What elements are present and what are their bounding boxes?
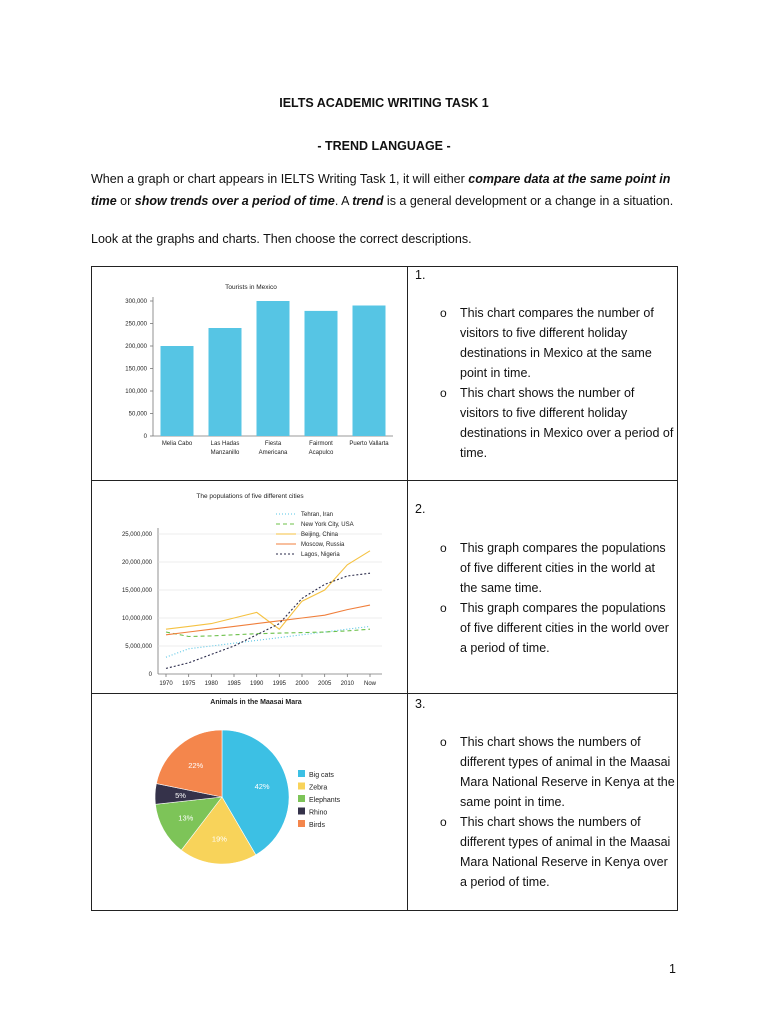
table-row-divider [91, 480, 678, 481]
x-tick-label: Fiesta [264, 441, 282, 447]
legend-swatch [298, 795, 305, 802]
x-tick-label: Fairmont [309, 441, 333, 447]
x-tick-label: 1970 [159, 681, 173, 687]
x-tick-label: 1985 [227, 681, 241, 687]
x-tick-label: 1975 [181, 681, 196, 687]
intro-emphasis-trend: trend [352, 194, 384, 208]
option-item[interactable] [440, 732, 675, 812]
intro-text-2: or [116, 194, 135, 208]
option-text: This graph compares the populations of five different cities in the world at the same time. [460, 541, 666, 595]
pie-value-label: 5% [175, 791, 186, 801]
y-tick-label: 100,000 [125, 389, 147, 395]
x-tick-label: Now [363, 681, 377, 687]
bullet-marker: o [440, 541, 447, 555]
bar [305, 311, 338, 436]
legend-swatch [298, 770, 305, 777]
option-item[interactable] [440, 598, 675, 658]
pie-chart-panel [152, 694, 402, 880]
legend-label: Rhino [309, 809, 328, 817]
y-tick-label: 0 [148, 672, 152, 678]
question-number: 3. [415, 697, 426, 711]
bar [161, 346, 194, 436]
bullet-marker: o [440, 386, 447, 400]
bullet-marker: o [440, 735, 447, 749]
legend-swatch [298, 808, 305, 815]
x-tick-label: Americana [258, 450, 288, 456]
pie-value-label: 19% [211, 834, 227, 844]
option-text: This chart compares the number of visitors to five different holiday destinations in Mexico at the same point in time. [460, 306, 654, 380]
y-tick-label: 200,000 [125, 344, 147, 350]
option-item[interactable] [440, 303, 675, 383]
x-tick-label: Acapulco [308, 450, 334, 456]
page-title: IELTS ACADEMIC WRITING TASK 1 [279, 96, 489, 110]
legend-label: Tehran, Iran [301, 512, 334, 518]
y-tick-label: 5,000,000 [125, 644, 152, 650]
chart-title: Tourists in Mexico [225, 284, 277, 291]
y-tick-label: 10,000,000 [121, 616, 152, 622]
page-number: 1 [669, 962, 676, 976]
y-tick-label: 20,000,000 [121, 560, 152, 566]
legend-label: Birds [309, 822, 325, 829]
x-tick-label: Puerto Vallarta [349, 441, 389, 447]
x-tick-label: 2000 [295, 681, 309, 687]
bullet-marker: o [440, 601, 447, 615]
question-options [440, 303, 675, 463]
legend-label: Lagos, Nigeria [301, 552, 340, 558]
chart-title: Animals in the Maasai Mara [210, 699, 302, 706]
intro-emphasis-2: show trends over a period of time [134, 194, 335, 208]
legend-label: New York City, USA [301, 522, 354, 528]
x-tick-label: 1995 [272, 681, 287, 687]
x-tick-label: 1980 [204, 681, 219, 687]
legend-label: Big cats [309, 772, 334, 779]
bullet-marker: o [440, 815, 447, 829]
option-text: This chart shows the numbers of different types of animal in the Maasai Mara National Reserve in Kenya over a period of time. [460, 815, 671, 889]
tourists-bar-chart [108, 277, 398, 465]
pie-value-label: 13% [178, 813, 194, 823]
y-tick-label: 300,000 [125, 299, 147, 305]
y-tick-label: 50,000 [128, 411, 147, 418]
line-chart-panel [100, 487, 398, 691]
option-item[interactable] [440, 383, 675, 463]
option-text: This chart shows the numbers of different types of animal in the Maasai Mara National Reserve in Kenya at the same point in time. [460, 735, 675, 809]
bar [209, 328, 242, 436]
question-options [440, 538, 675, 658]
y-tick-label: 25,000,000 [121, 532, 152, 538]
pie-value-label: 42% [254, 782, 270, 792]
question-number: 1. [415, 268, 426, 282]
y-tick-label: 15,000,000 [121, 588, 152, 594]
question-options [440, 732, 675, 892]
bar-chart-panel [108, 277, 398, 465]
bullet-marker: o [440, 306, 447, 320]
intro-paragraph [91, 168, 691, 212]
page-subtitle: - TREND LANGUAGE - [317, 139, 451, 153]
option-text: This graph compares the populations of five different cities in the world over a period of time. [460, 601, 669, 655]
animals-pie-chart [152, 694, 402, 880]
legend-label: Zebra [309, 784, 328, 792]
legend-label: Beijing, China [301, 532, 339, 538]
series-line [166, 605, 370, 635]
bar [257, 301, 290, 436]
populations-line-chart [100, 487, 398, 691]
x-tick-label: Melia Cabo [161, 441, 193, 447]
bar [353, 306, 386, 437]
legend-label: Moscow, Russia [301, 542, 345, 548]
instruction-paragraph: Look at the graphs and charts. Then choose the correct descriptions. [91, 232, 472, 246]
option-item[interactable] [440, 812, 675, 892]
option-item[interactable] [440, 538, 675, 598]
intro-text-3: . A [334, 194, 353, 208]
legend-label: Elephants [309, 797, 341, 804]
x-tick-label: Manzanillo [210, 450, 240, 456]
series-line [166, 629, 370, 636]
pie-value-label: 22% [188, 760, 204, 770]
table-column-divider [407, 266, 408, 911]
intro-text-4: is a general development or a change in a situation. [383, 194, 674, 208]
x-tick-label: 1990 [249, 681, 264, 687]
option-text: This chart shows the number of visitors to five different holiday destinations in Mexico over a period of time. [460, 386, 674, 460]
y-tick-label: 150,000 [125, 366, 147, 373]
intro-text-1: When a graph or chart appears in IELTS Writing Task 1, it will either [91, 172, 469, 186]
y-tick-label: 0 [143, 434, 147, 440]
x-tick-label: 2010 [340, 681, 355, 687]
y-tick-label: 250,000 [125, 321, 147, 328]
question-number: 2. [415, 502, 426, 516]
x-tick-label: 2005 [317, 681, 332, 687]
legend-swatch [298, 820, 305, 827]
x-tick-label: Las Hadas [210, 441, 240, 447]
legend-swatch [298, 783, 305, 790]
chart-title: The populations of five different cities [196, 493, 304, 500]
intro-emphasis-1: compare data at the same point in time [91, 172, 671, 208]
